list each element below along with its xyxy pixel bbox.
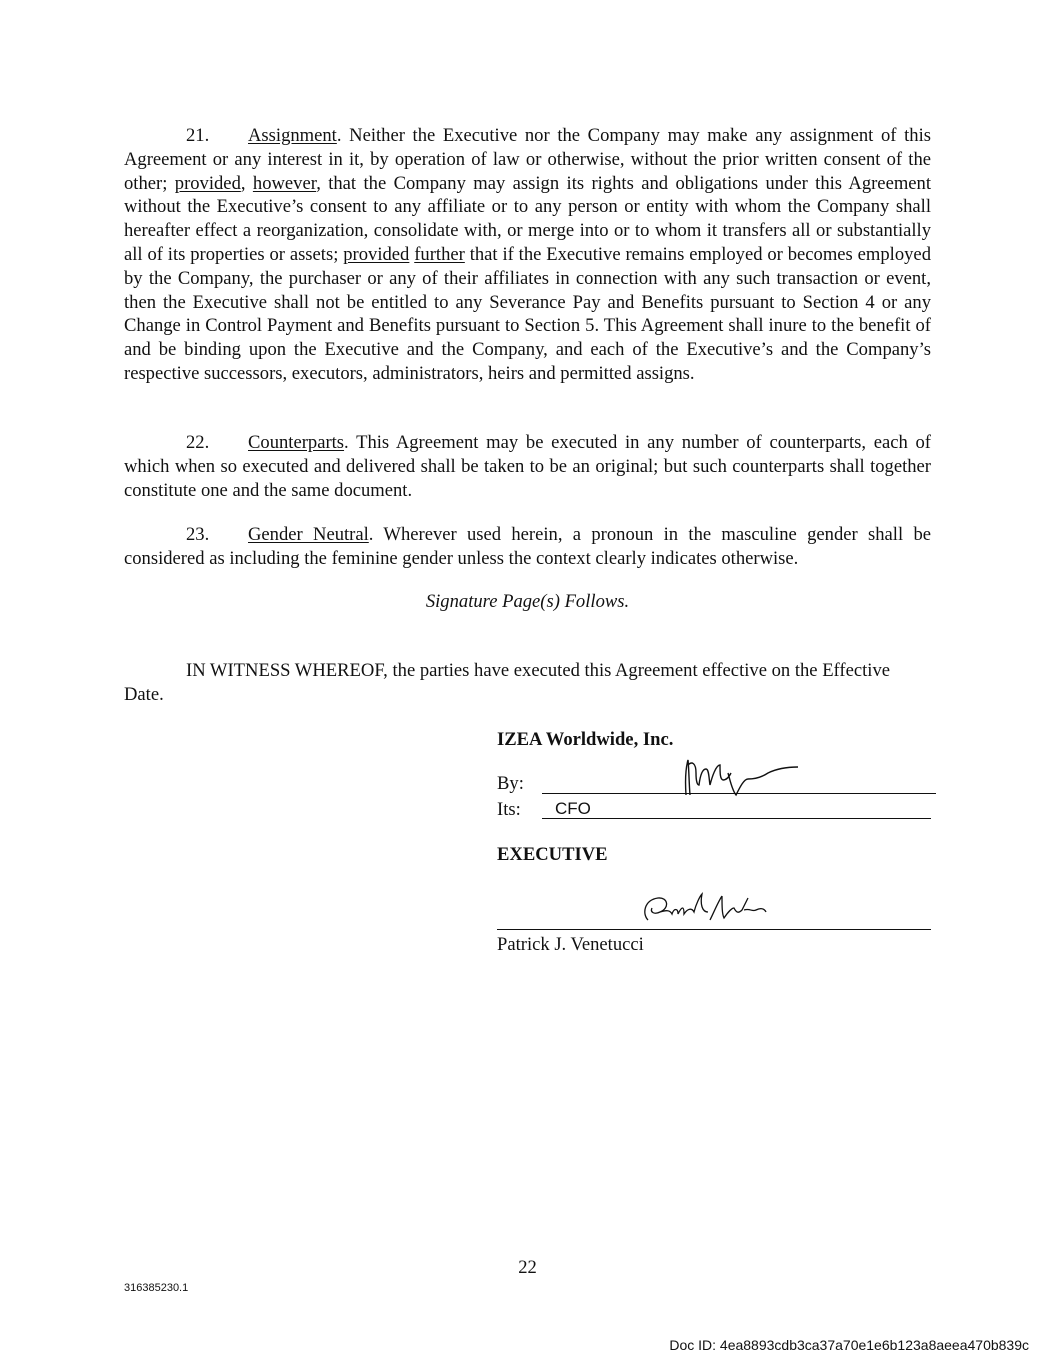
section-title: Gender Neutral [248,524,369,545]
section-number: 21. [186,125,210,146]
executive-signature [636,890,776,930]
its-line [542,818,931,819]
its-value: CFO [555,799,591,818]
section-23 [124,523,931,571]
executive-heading: EXECUTIVE [497,844,608,865]
its-label: Its: [497,799,521,820]
document-code: 316385230.1 [124,1282,189,1294]
underlined-term: however [252,172,317,194]
section-title: Assignment [248,125,337,146]
section-text: . Neither the Executive nor the Company may make any assignment of this Agreement or any interest in it, by operation of law or otherwise, without the prior written consent of the other; [124,125,931,194]
section-number: 22. [186,432,210,453]
section-text: . This Agreement may be executed in any number of counterparts, each of which when so executed and delivered shall be taken to be an original; but such counterparts shall together constitute one and the same document. [124,432,931,501]
executive-name: Patrick J. Venetucci [497,934,644,955]
signature-follows-note: Signature Page(s) Follows. [425,591,630,612]
underlined-term: provided [174,172,241,194]
company-signature [676,755,806,800]
section-number: 23. [186,524,210,545]
underlined-term: further [414,243,465,265]
section-text: , that the Company may assign its rights and obligations under this Agreement without the Executive’s consent to any affiliate or to any person or entity with whom the Company shall hereafter effect a reorganization, consolidate with, or merge into or to whom it transfers all or substantially all of its properties or assets; [124,172,931,265]
section-title: Counterparts [248,432,345,453]
company-name: IZEA Worldwide, Inc. [497,729,674,750]
doc-id: Doc ID: 4ea8893cdb3ca37a70e1e6b123a8aeea470b839c [669,1337,1029,1353]
section-text: that if the Executive remains employed or becomes employed by the Company, the purchaser or any of their affiliates in connection with any such transaction or event, then the Executive shall not be entitled to any Severance Pay and Benefits pursuant to Section 4 or any Change in Control Payment and Benefits pursuant to Section 5. This Agreement shall inure to the benefit of and be binding upon the Executive and the Company, and each of the Executive’s and the Company’s respective successors, executors, administrators, heirs and permitted assigns. [124,243,931,384]
witness-clause: IN WITNESS WHEREOF, the parties have executed this Agreement effective on the Effective Date. [124,660,890,705]
executive-signature-line [497,929,931,930]
page-number: 22 [518,1257,537,1278]
section-text: , [240,172,253,194]
by-label: By: [497,773,524,794]
underlined-term: provided [343,243,410,265]
section-21 [124,124,931,386]
section-22 [124,431,931,502]
section-text: . Wherever used herein, a pronoun in the masculine gender shall be considered as including the feminine gender unless the context clearly indicates otherwise. [124,524,931,569]
